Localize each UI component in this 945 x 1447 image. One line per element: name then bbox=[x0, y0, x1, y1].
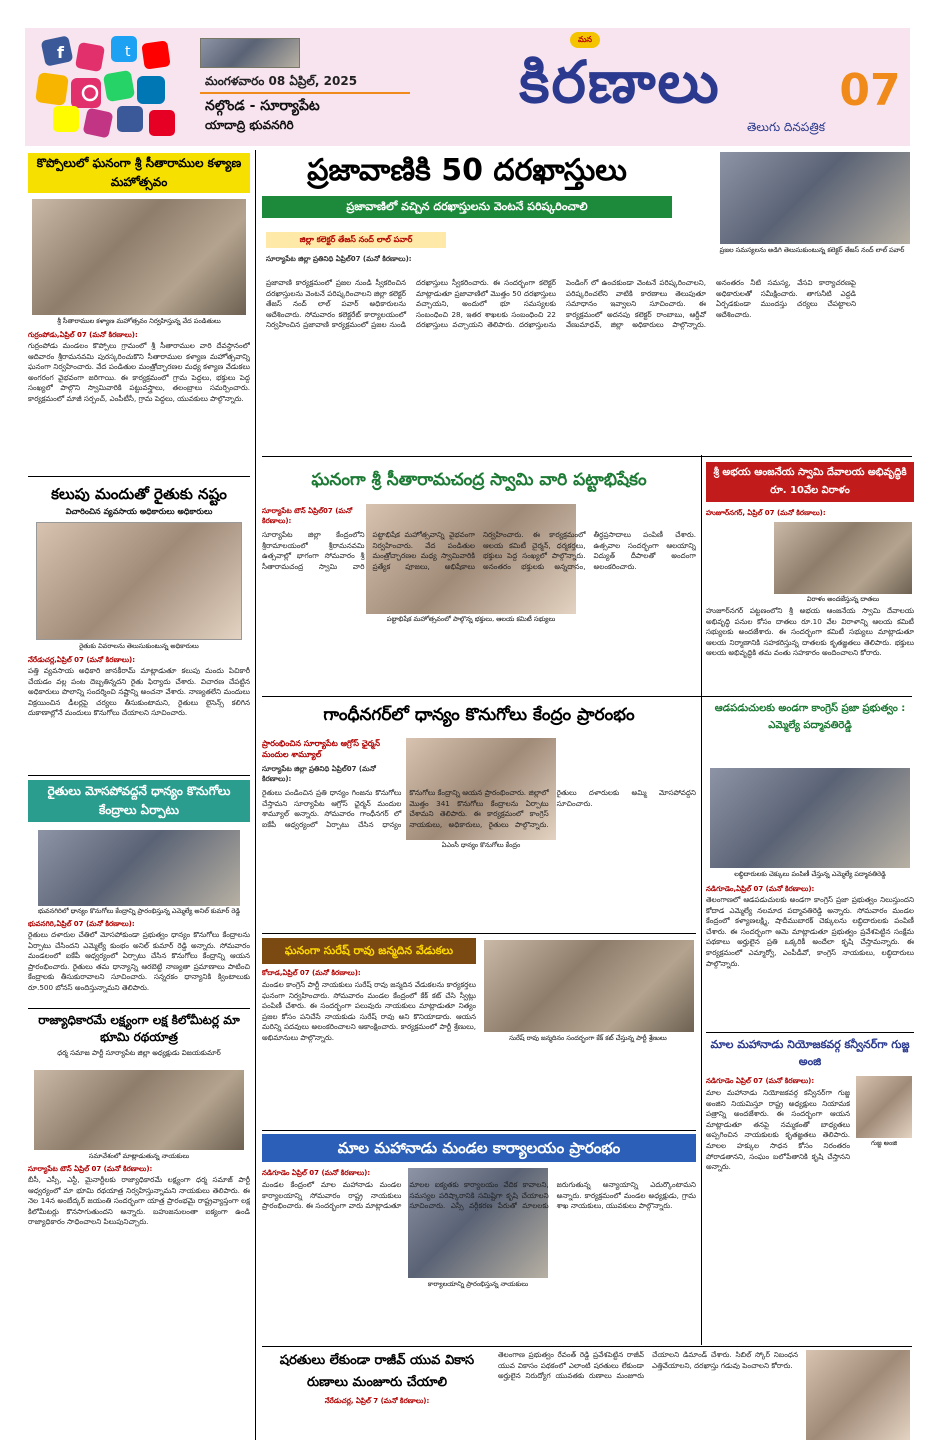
headline-a2: కలుపు మందుతో రైతుకు నష్టం bbox=[51, 485, 227, 503]
article-a2 bbox=[28, 484, 250, 774]
headline-a1: కొప్పోలులో ఘనంగా శ్రీ సీతారాముల కళ్యాణ మహోత్సవం bbox=[28, 153, 250, 193]
dateline-a11: నడిగూడెం ఏప్రిల్ 07 (మనో కిరణాలు): bbox=[706, 1077, 815, 1085]
photo-a5 bbox=[720, 152, 910, 244]
divider bbox=[28, 775, 250, 776]
header-divider bbox=[200, 92, 410, 94]
banner-a5: ప్రజావాణిలో వచ్చిన దరఖాస్తులను వెంటనే పరిష్కరించాలి bbox=[262, 196, 672, 218]
caption-a11: గుజ్జ అంజి bbox=[870, 1139, 898, 1147]
caption-a7: విరాళం అందజేస్తున్న దాతలు bbox=[806, 595, 880, 603]
article-a10 bbox=[262, 938, 696, 1128]
article-a4 bbox=[28, 1012, 250, 1437]
dateline-a13: నేరేడుచర్ల, ఏప్రిల్ 7 (మనో కిరణాలు): bbox=[324, 1397, 430, 1405]
photo-a11 bbox=[856, 1076, 912, 1138]
body-a11: మాల మహానాడు నియోజకవర్గ కన్వీనర్‌గా గుజ్జ అంజిని నియమిస్తూ రాష్ట్ర అధ్యక్షులు నియామక పత్రాన్ని అందజేశారు. ఈ సందర్భంగా ఆయన మాట్లాడుతూ తనపై నమ్మకంతో బాధ్యతలు అప్పగించిన నాయకులకు కృతజ్ఞతలు తెలిపారు. మాలల హక్కుల సాధన కోసం నిరంతరం పోరాడతానని, సంఘం బలోపేతానికి కృషి చేస్తానని అన్నారు. bbox=[706, 1088, 850, 1172]
dateline-a6: సూర్యాపేట టౌన్ ఏప్రిల్07 (మనో కిరణాలు): bbox=[262, 507, 353, 525]
dateline-a1: గుర్రంపోడు,ఏప్రిల్ 07 (మనో కిరణాలు): bbox=[28, 331, 138, 339]
masthead bbox=[25, 28, 910, 146]
skyline-photo bbox=[200, 38, 300, 68]
article-a12 bbox=[262, 1134, 696, 1344]
caption-a8: ఏఎంసీ ధాన్యం కొనుగోలు కేంద్రం bbox=[441, 841, 521, 849]
page-number: 07 bbox=[839, 65, 901, 116]
caption-a10: సురేష్ రావు జన్మదినం సందర్భంగా కేక్ కట్ చేస్తున్న పార్టీ శ్రేణులు bbox=[509, 1034, 667, 1042]
dateline-a4: సూర్యాపేట టౌన్ ఏప్రిల్ 07 (మనో కిరణాలు): bbox=[28, 1165, 153, 1173]
body-a2: పత్తి వ్యవసాయ అధికారి జానకీరామ్ మాట్లాడుతూ కలుపు మందు పిచికారీ చేయడం వల్ల పంట దెబ్బతిన్నదని రైతు ఫిర్యాదు చేశారు. విచారణ చేపట్టిన అధికారులు పొలాన్ని సందర్శించి నష్టాన్ని అంచనా వేశారు. నాణ్యతలేని మందులు విక్రయించిన డీలర్లపై చర్యలు తీసుకుంటామని, రైతులు లైసెన్స్ కలిగిన దుకాణాల్లోనే మందులు కొనుగోలు చేయాలని సూచించారు. bbox=[28, 666, 250, 718]
photo-a1 bbox=[32, 199, 246, 315]
headline-a9: ఆడపడుచులకు అండగా కాంగ్రెస్ ప్రజా ప్రభుత్వం : ఎమ్మెల్యే పద్మావతిరెడ్డి bbox=[714, 703, 906, 731]
body-a8: రైతులు పండించిన ప్రతి ధాన్యం గింజను కొనుగోలు చేస్తామని సూర్యాపేట ఆగ్రోస్ ఛైర్మన్ మందుల శామ్యూల్ అన్నారు. సోమవారం గాంధీనగర్ లో ఐకేపీ ఆధ్వర్యంలో ఏర్పాటు చేసిన ధాన్యం కొనుగోలు కేంద్రాన్ని ఆయన ప్రారంభించారు. జిల్లాలో మొత్తం 341 కొనుగోలు కేంద్రాలను ఏర్పాటు చేశామని తెలిపారు. ఈ కార్యక్రమంలో కాంగ్రెస్ నాయకులు, అధికారులు, రైతులు పాల్గొన్నారు. రైతులు దళారులకు అమ్మి మోసపోవద్దని సూచించారు. bbox=[262, 788, 696, 829]
body-a5: ప్రజావాణి కార్యక్రమంలో ప్రజల నుండి స్వీకరించిన దరఖాస్తులను వెంటనే పరిష్కరించాలని జిల్లా కలెక్టర్ తేజస్ నంద్ లాల్ పవార్ అధికారులను ఆదేశించారు. సోమవారం కలెక్టరేట్ కార్యాలయంలో నిర్వహించిన ప్రజావాణి కార్యక్రమంలో ప్రజల నుండి దరఖాస్తులు స్వీకరించారు. ఈ సందర్భంగా కలెక్టర్ మాట్లాడుతూ ప్రజావాణిలో మొత్తం 50 దరఖాస్తులు వచ్చాయని, అందులో భూ సమస్యలకు సంబంధించి 28, ఇతర శాఖలకు సంబంధించి 22 దరఖాస్తులు వచ్చాయని తెలిపారు. దరఖాస్తులను పెండింగ్ లో ఉంచకుండా వెంటనే పరిష్కరించాలని, పరిష్కరించలేని వాటికి కారణాలు తెలుపుతూ సమాధానం ఇవ్వాలని సూచించారు. ఈ కార్యక్రమంలో అదనపు కలెక్టర్ రాంబాబు, ఆర్డీవో వేణుమాధవ్, జిల్లా అధికారులు పాల్గొన్నారు. అనంతరం నీటి సమస్య, వేసవి కార్యాచరణపై అధికారులతో సమీక్షించారు. తాగునీటి ఎద్దడి ఏర్పడకుండా ముందస్తు చర్యలు చేపట్టాలని ఆదేశించారు. bbox=[266, 278, 856, 330]
caption-a9: లబ్ధిదారులకు చెక్కులు పంపిణీ చేస్తున్న ఎమ్మెల్యే పద్మావతిరెడ్డి bbox=[734, 870, 886, 878]
headline-a4: రాజ్యాధికారమే లక్ష్యంగా లక్ష కిలోమీటర్ల మా భూమి రథయాత్ర bbox=[38, 1013, 240, 1044]
photo-a7 bbox=[774, 522, 912, 594]
headline-a12: మాల మహానాడు మండల కార్యాలయం ప్రారంభం bbox=[262, 1134, 696, 1162]
dateline-a9: నడిగూడెం,ఏప్రిల్ 07 (మనో కిరణాలు): bbox=[706, 885, 815, 893]
caption-a3: భువనగిరిలో ధాన్యం కొనుగోలు కేంద్రాన్ని ప్రారంభిస్తున్న ఎమ్మెల్యే అనిల్ కుమార్ రెడ్డి bbox=[37, 907, 241, 915]
dateline-a5: సూర్యాపేట జిల్లా ప్రతినిధి ఏప్రిల్07 (మనో కిరణాలు): bbox=[266, 255, 412, 263]
article-a6 bbox=[262, 462, 696, 692]
caption-a1: శ్రీ సీతారాముల కళ్యాణ మహోత్సవం నిర్వహిస్తున్న వేద పండితులు bbox=[57, 317, 221, 325]
photo-a10 bbox=[484, 940, 694, 1032]
caption-a4: సమావేశంలో మాట్లాడుతున్న నాయకులు bbox=[88, 1152, 190, 1160]
body-a13: తెలంగాణ ప్రభుత్వం రేవంత్ రెడ్డి ప్రవేశపెట్టిన రాజీవ్ యువ వికాసం పథకంలో ఎలాంటి షరతులు లేకుండా అర్హులైన నిరుద్యోగ యువతకు రుణాలు మంజూరు చేయాలని డిమాండ్ చేశారు. సిబిల్ స్కోర్ నిబంధన ఎత్తివేయాలని, దరఖాస్తు గడువు పెంచాలని కోరారు. bbox=[498, 1350, 798, 1381]
photo-a9 bbox=[710, 768, 910, 868]
svg-text:f: f bbox=[57, 43, 64, 62]
headline-a6: ఘనంగా శ్రీ సీతారామచంద్ర స్వామి వారి పట్టాభిషేకం bbox=[311, 470, 647, 490]
divider bbox=[706, 1032, 914, 1033]
dateline-a10: కోదాడ,ఏప్రిల్ 07 (మనో కిరణాలు): bbox=[262, 969, 361, 977]
dateline-a8: సూర్యాపేట జిల్లా ప్రతినిధి ఏప్రిల్07 (మనో కిరణాలు): bbox=[262, 765, 376, 783]
svg-text:t: t bbox=[125, 44, 131, 60]
body-a9: తెలంగాణలో ఆడపడుచులకు అండగా కాంగ్రెస్ ప్రజా ప్రభుత్వం నిలుస్తుందని కోదాడ ఎమ్మెల్యే నలమాద పద్మావతిరెడ్డి అన్నారు. సోమవారం మండల కేంద్రంలో కళ్యాణలక్ష్మి, షాదీముబారక్ చెక్కులను లబ్ధిదారులకు పంపిణీ చేశారు. ఈ సందర్భంగా ఆమె మాట్లాడుతూ ప్రభుత్వం ప్రవేశపెట్టిన సంక్షేమ పథకాలు అర్హులైన ప్రతి ఒక్కరికీ అందేలా కృషి చేస్తామన్నారు. ఈ కార్యక్రమంలో ఎమ్మార్వో, ఎంపీడీవో, కాంగ్రెస్ నాయకులు, లబ్ధిదారులు పాల్గొన్నారు. bbox=[706, 895, 914, 968]
byline-a5: జిల్లా కలెక్టర్ తేజస్ నంద్ లాల్ పవార్ bbox=[266, 232, 446, 248]
headline-a5: ప్రజావాణికి 50 దరఖాస్తులు bbox=[307, 153, 627, 188]
divider bbox=[262, 696, 912, 697]
divider bbox=[28, 476, 250, 477]
header-region-2: యాదాద్రి భువనగిరి bbox=[205, 118, 294, 132]
photo-a13 bbox=[806, 1350, 910, 1440]
divider bbox=[28, 1008, 250, 1009]
column-rule bbox=[701, 455, 702, 1345]
headline-a3: రైతులు మోసపోవద్దనే ధాన్యం కొనుగోలు కేంద్రాలు ఏర్పాటు bbox=[28, 780, 250, 822]
subhead-a4: ధర్మ సమాజ పార్టీ సూర్యాపేట జిల్లా అధ్యక్షుడు విజయకుమార్ bbox=[57, 1049, 221, 1057]
headline-a10: ఘనంగా సురేష్ రావు జన్మదిన వేడుకలు bbox=[262, 938, 476, 964]
photo-a2 bbox=[36, 522, 242, 640]
divider bbox=[262, 1346, 912, 1347]
article-a7 bbox=[706, 462, 914, 692]
article-a11 bbox=[706, 1036, 914, 1336]
caption-a12: కార్యాలయాన్ని ప్రారంభిస్తున్న నాయకులు bbox=[427, 1280, 529, 1288]
byline-a8: ప్రారంభించిన సూర్యాపేట ఆగ్రోస్ ఛైర్మన్ మందుల శామ్యూల్ bbox=[262, 739, 380, 759]
masthead-logo: కిరణాలు bbox=[519, 48, 721, 116]
headline-a8: గాంధీనగర్‌లో ధాన్యం కొనుగోలు కేంద్రం ప్రారంభం bbox=[323, 705, 635, 725]
headline-a7: శ్రీ అభయ ఆంజనేయ స్వామి దేవాలయ అభివృద్ధికి రూ. 10వేల విరాళం bbox=[706, 462, 914, 502]
body-a7: హుజూర్‌నగర్ పట్టణంలోని శ్రీ అభయ ఆంజనేయ స్వామి దేవాలయ అభివృద్ధి పనుల కోసం దాతలు రూ.10 వేల విరాళాన్ని ఆలయ కమిటీ సభ్యులకు అందజేశారు. ఈ సందర్భంగా కమిటీ సభ్యులు మాట్లాడుతూ ఆలయ నిర్మాణానికి సహకరిస్తున్న దాతలకు కృతజ్ఞతలు తెలిపారు. భక్తులు ఆలయ అభివృద్ధికి తమ వంతు సహకారం అందించాలని కోరారు. bbox=[706, 606, 914, 658]
column-rule bbox=[255, 150, 256, 1440]
photo-a4 bbox=[34, 1070, 244, 1150]
body-a6: సూర్యాపేట జిల్లా కేంద్రంలోని శ్రీరామాలయంలో శ్రీరామనవమి ఉత్సవాల్లో భాగంగా సోమవారం శ్రీ సీతారామచంద్ర స్వామి వారి పట్టాభిషేక మహోత్సవాన్ని వైభవంగా నిర్వహించారు. వేద పండితుల మంత్రోచ్ఛారణల మధ్య స్వామివారికి ప్రత్యేక పూజలు, అభిషేకాలు నిర్వహించారు. ఈ కార్యక్రమంలో ఆలయ కమిటీ చైర్మన్, ధర్మకర్తలు, భక్తులు పెద్ద సంఖ్యలో పాల్గొన్నారు. అనంతరం భక్తులకు అన్నదానం, తీర్థప్రసాదాలు పంపిణీ చేశారు. ఉత్సవాల సందర్భంగా ఆలయాన్ని విద్యుత్ దీపాలతో అందంగా అలంకరించారు. bbox=[262, 530, 696, 571]
subhead-a2: విచారించిన వ్యవసాయ అధికారులు అధికారులు bbox=[65, 507, 213, 516]
social-media-icons-collage bbox=[33, 34, 203, 138]
dateline-a12: నడిగూడెం ఏప్రిల్ 07 (మనో కిరణాలు): bbox=[262, 1169, 371, 1177]
dateline-a7: హుజూర్‌నగర్, ఏప్రిల్ 07 (మనో కిరణాలు): bbox=[706, 509, 826, 517]
article-a1 bbox=[28, 153, 250, 473]
header-date: మంగళవారం 08 ఏప్రిల్, 2025 bbox=[205, 74, 358, 88]
caption-a6: పట్టాభిషేక మహోత్సవంలో పాల్గొన్న భక్తులు, ఆలయ కమిటీ సభ్యులు bbox=[386, 615, 556, 623]
headline-a13: షరతులు లేకుండా రాజీవ్ యువ వికాస రుణాలు మంజూరు చేయాలి bbox=[279, 1353, 475, 1390]
article-a5 bbox=[262, 150, 912, 455]
logo-badge: మన bbox=[570, 32, 600, 48]
headline-a11: మాల మహానాడు నియోజకవర్గ కన్వీనర్‌గా గుజ్జ అంజి bbox=[710, 1038, 910, 1068]
article-a13 bbox=[262, 1350, 912, 1442]
body-a3: రైతులు దళారుల చేతిలో మోసపోకుండా ప్రభుత్వం ధాన్యం కొనుగోలు కేంద్రాలను ఏర్పాటు చేసిందని ఎమ్మెల్యే కుంభం అనిల్ కుమార్ రెడ్డి అన్నారు. సోమవారం మండలంలో ఐకేపీ ఆధ్వర్యంలో ఏర్పాటు చేసిన కొనుగోలు కేంద్రాన్ని ఆయన ప్రారంభించారు. రైతులు తమ ధాన్యాన్ని ఆరబెట్టి నాణ్యతా ప్రమాణాలు పాటించి కేంద్రాలకు తీసుకురావాలని సూచించారు. సన్నరకం ధాన్యానికి క్వింటాలుకు రూ.500 బోనస్ అందిస్తున్నామని తెలిపారు. bbox=[28, 930, 250, 992]
caption-a5: ప్రజల సమస్యలను అడిగి తెలుసుకుంటున్న కలెక్టర్ తేజస్ నంద్ లాల్ పవార్ bbox=[719, 246, 905, 254]
dateline-a3: భువనగిరి,ఏప్రిల్ 07 (మనో కిరణాలు): bbox=[28, 920, 135, 928]
divider bbox=[262, 1130, 696, 1131]
header-region: నల్గొండ - సూర్యాపేట bbox=[205, 98, 320, 114]
body-a4: బీసీ, ఎస్సీ, ఎస్టీ, మైనార్టీలకు రాజ్యాధికారమే లక్ష్యంగా ధర్మ సమాజ్ పార్టీ ఆధ్వర్యంలో మా భూమి రథయాత్ర నిర్వహిస్తున్నామని నాయకులు తెలిపారు. ఈ నెల 14న అంబేద్కర్ జయంతి సందర్భంగా యాత్ర ప్రారంభమై రాష్ట్రవ్యాప్తంగా లక్ష కిలోమీటర్లు కొనసాగుతుందని అన్నారు. బహుజనులంతా ఐక్యంగా ఉండి రాజ్యాధికారం సాధించాలని పిలుపునిచ్చారు. bbox=[28, 1175, 250, 1227]
article-a3 bbox=[28, 780, 250, 1005]
body-a12: మండల కేంద్రంలో మాల మహానాడు మండల కార్యాలయాన్ని సోమవారం రాష్ట్ర నాయకులు ప్రారంభించారు. ఈ సందర్భంగా వారు మాట్లాడుతూ మాలల ఐక్యతకు కార్యాలయం వేదిక కావాలని, సమస్యల పరిష్కారానికి సమిష్టిగా కృషి చేయాలని సూచించారు. ఎస్సీ వర్గీకరణ పేరుతో మాలలకు జరుగుతున్న అన్యాయాన్ని ఎదుర్కొంటామని అన్నారు. కార్యక్రమంలో మండల అధ్యక్షుడు, గ్రామ శాఖ నాయకులు, యువకులు పాల్గొన్నారు. bbox=[262, 1180, 696, 1211]
caption-a2: రైతుకు వివరాలను తెలుసుకుంటున్న అధికారులు bbox=[79, 642, 199, 650]
article-a9 bbox=[706, 700, 914, 1030]
masthead-tagline: తెలుగు దినపత్రిక bbox=[746, 120, 825, 134]
article-a8 bbox=[262, 700, 696, 930]
divider bbox=[262, 933, 696, 934]
body-a1: గుర్రంపోడు మండలం కొప్పోలు గ్రామంలో శ్రీ సీతారాముల వారి దేవస్థానంలో ఆదివారం శ్రీరామనవమి పురస్కరించుకొని సీతారాముల కళ్యాణ మహోత్సవాన్ని ఘనంగా నిర్వహించారు. వేద పండితుల మంత్రోచ్ఛారణల మధ్య కళ్యాణ వేడుకలు అంగరంగ వైభవంగా జరిగాయి. ఈ కార్యక్రమంలో గ్రామ పెద్దలు, భక్తులు పెద్ద సంఖ్యలో పాల్గొని స్వామివారికి పట్టువస్త్రాలు, తలంబ్రాలు సమర్పించారు. కార్యక్రమంలో మాజీ సర్పంచ్, ఎంపీటీసీ, గ్రామ పెద్దలు, యువకులు పాల్గొన్నారు. bbox=[28, 341, 250, 403]
dateline-a2: నేరేడుచర్ల,ఏప్రిల్ 07 (మనో కిరణాలు): bbox=[28, 656, 136, 664]
divider bbox=[262, 456, 912, 457]
photo-a3 bbox=[38, 830, 240, 906]
body-a10: మండల కాంగ్రెస్ పార్టీ నాయకులు సురేష్ రావు జన్మదిన వేడుకలను కార్యకర్తలు ఘనంగా నిర్వహించారు. సోమవారం మండల కేంద్రంలో కేక్ కట్ చేసి స్వీట్లు పంపిణీ చేశారు. ఈ సందర్భంగా పలువురు నాయకులు మాట్లాడుతూ నిత్యం ప్రజల కోసం పనిచేసే నాయకుడు సురేష్ రావు అని కొనియాడారు. ఆయన మరిన్ని పదవులు అలంకరించాలని ఆకాంక్షించారు. కార్యక్రమంలో పార్టీ శ్రేణులు, అభిమానులు పాల్గొన్నారు. bbox=[262, 980, 476, 1042]
